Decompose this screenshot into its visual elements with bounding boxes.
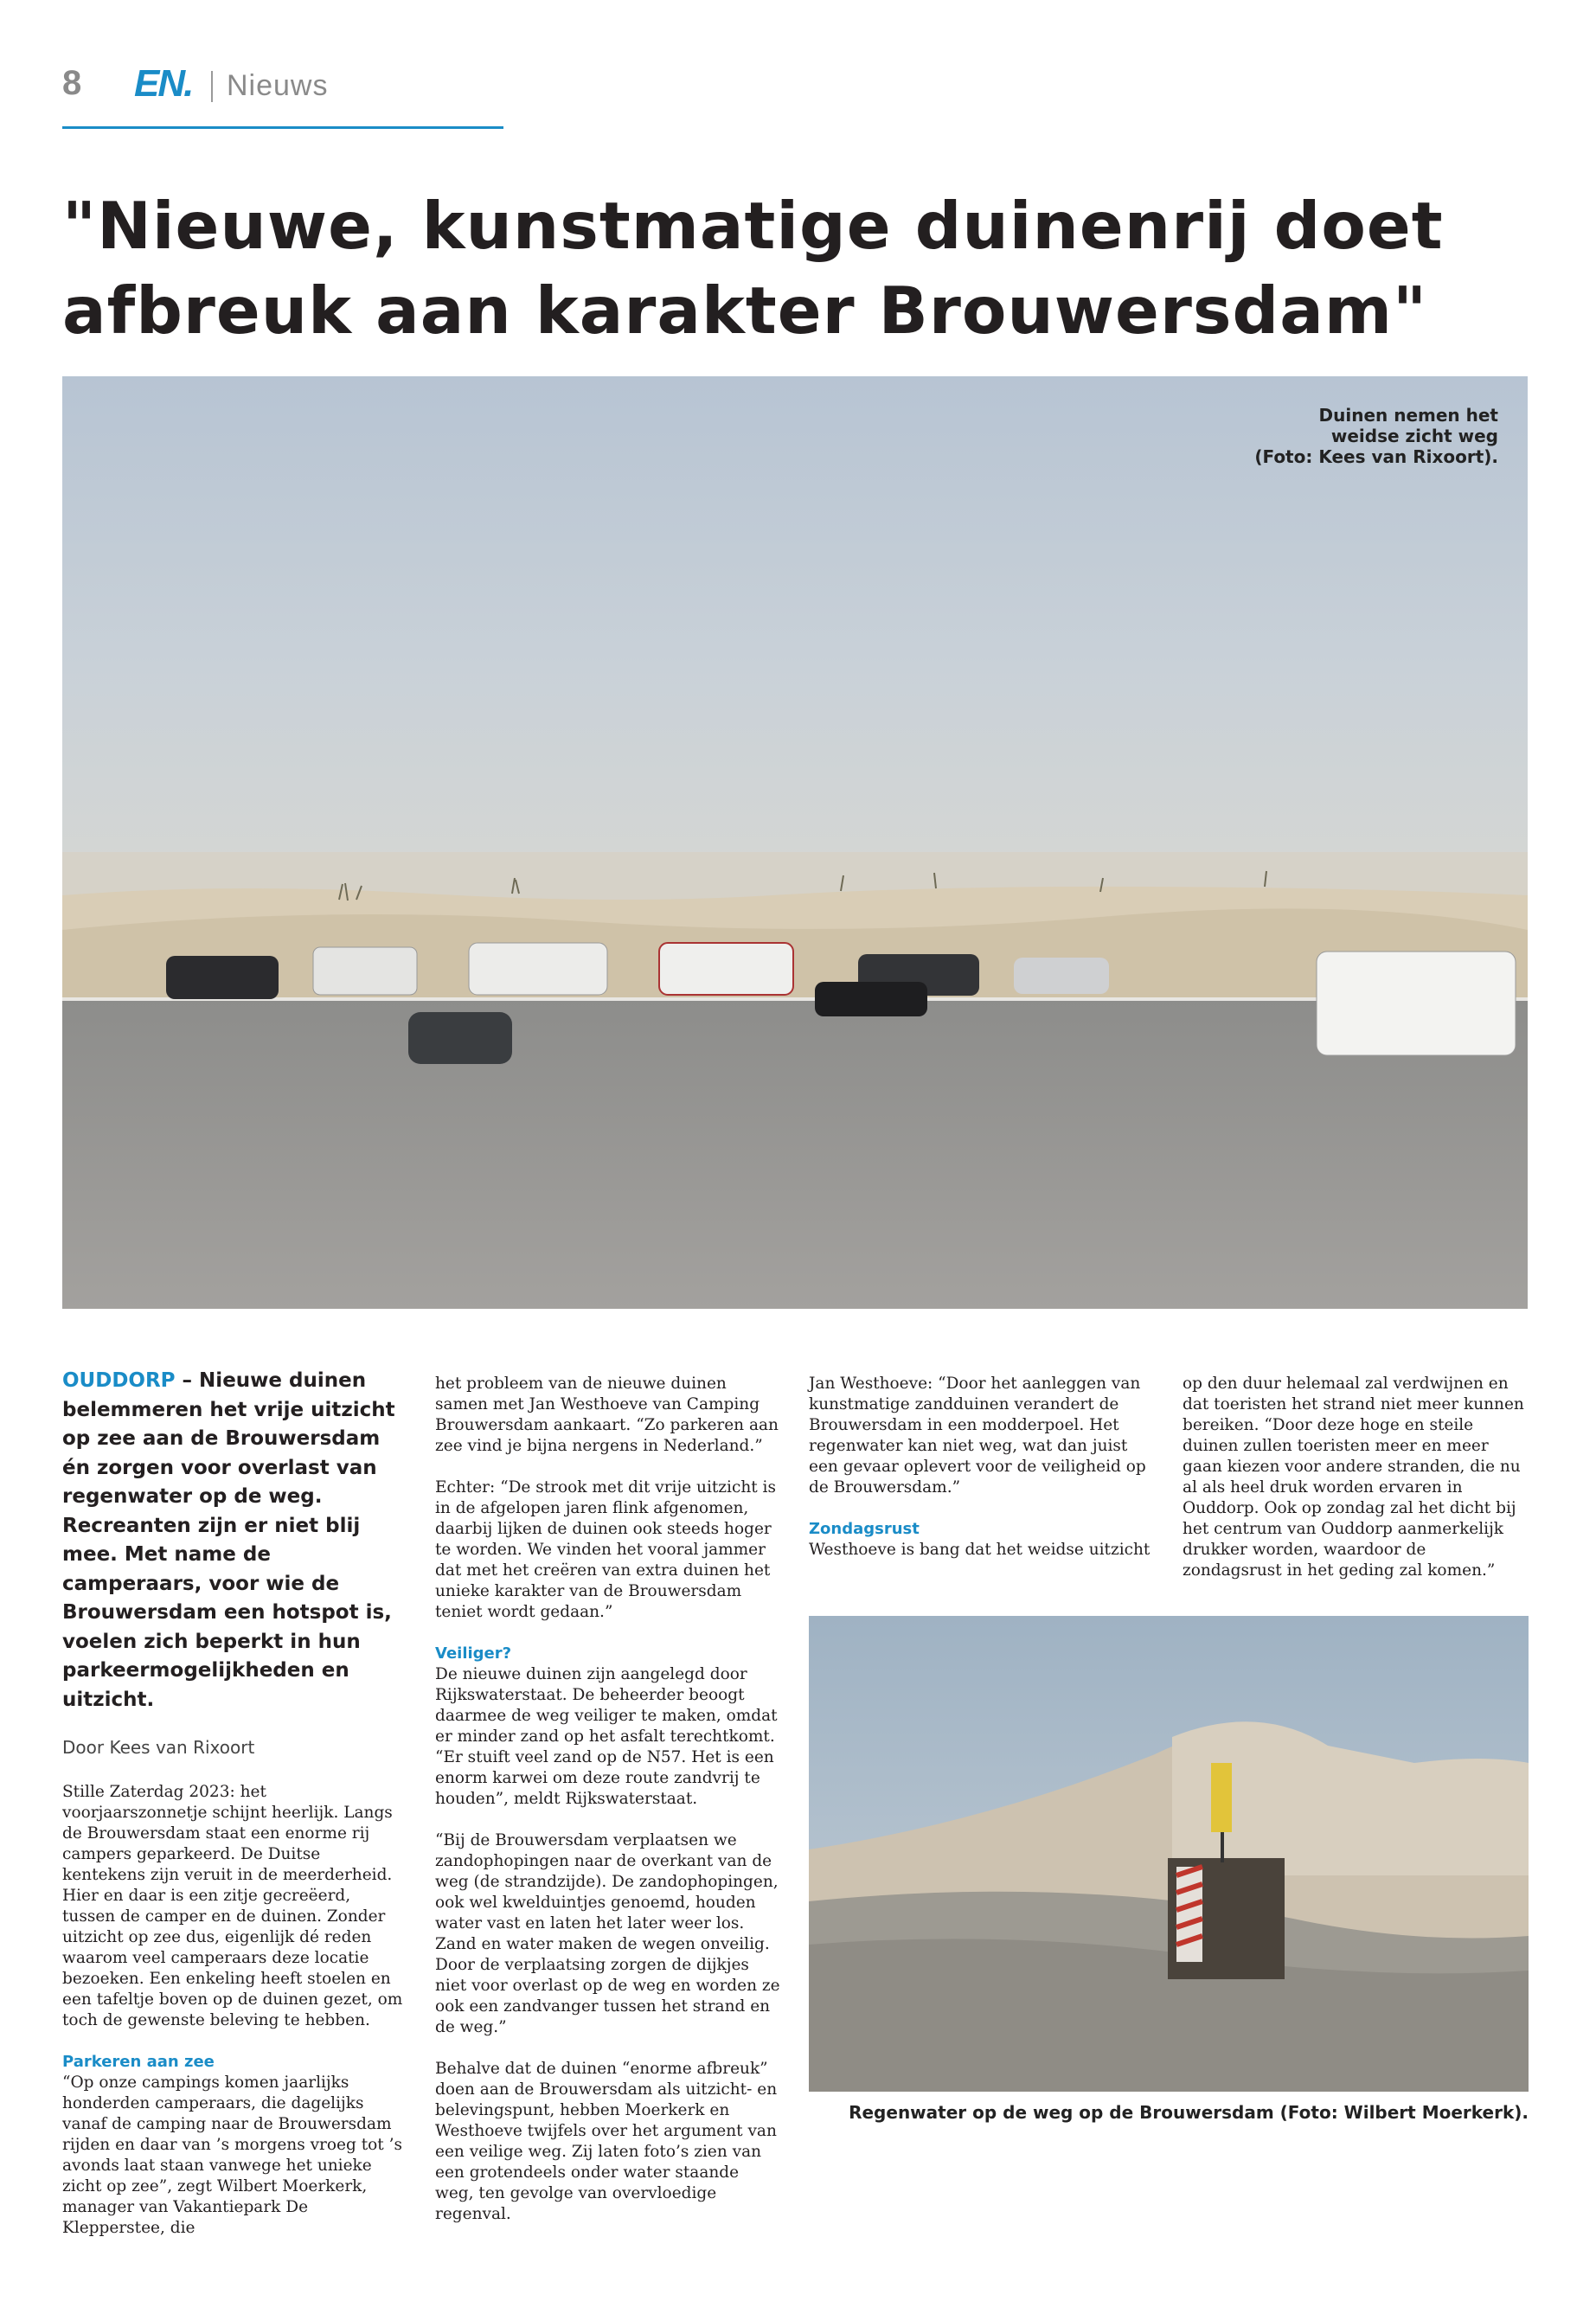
paragraph: op den duur helemaal zal verdwijnen en dat toeristen het strand niet meer kunnen bereiken. “Door deze hoge en steile duinen zullen toeristen meer en meer gaan kiezen voor andere stranden, die nu al als heel druk worden ervaren in Ouddorp. Ook op zondag zal het dicht bij het centrum van Ouddorp aanmerkelijk drukker worden, waardoor de zondagsrust in het geding zal komen.” bbox=[1183, 1375, 1524, 1580]
main-photo-image bbox=[62, 376, 1528, 1309]
section-label: Nieuws bbox=[227, 69, 329, 102]
subheading: Parkeren aan zee bbox=[62, 2053, 215, 2071]
paragraph: Stille Zaterdag 2023: het voorjaarszonnetje schijnt heerlijk. Langs de Brouwersdam staat een enorme rij campers geparkeerd. De Duitse kentekens zijn veruit in de meerderheid. Hier en daar is een zitje gecreëerd, tussen de camper en de duinen. Zonder uitzicht op zee dus, eigenlijk dé reden waarom veel camperaars deze locatie bezoeken. Een enkeling heeft stoelen en een tafeltje boven op de duinen gezet, om toch de gewenste beleving te hebben. bbox=[62, 1783, 403, 2029]
paragraph: het probleem van de nieuwe duinen samen met Jan Westhoeve van Camping Brouwersdam aankaart. “Zo parkeren aan zee vind je bijna nergens in Nederland.” bbox=[435, 1375, 779, 1455]
flood-photo-caption: Regenwater op de weg op de Brouwersdam (Foto: Wilbert Moerkerk). bbox=[849, 2102, 1529, 2123]
main-photo-caption bbox=[1066, 405, 1498, 467]
flood-photo bbox=[809, 1616, 1529, 2092]
publication-logo: EN. bbox=[134, 62, 193, 105]
caption-line: weidse zicht weg bbox=[1330, 426, 1498, 446]
paragraph: Echter: “De strook met dit vrije uitzicht is in de afgelopen jaren flink afgenomen, daarbij lijken de duinen ook steeds hoger te worden. We vinden het vooral jammer dat met het creëren van extra duinen het unieke karakter van de Brouwersdam teniet wordt gedaan.” bbox=[435, 1478, 776, 1621]
caption-line: Duinen nemen het bbox=[1318, 405, 1498, 426]
subheading: Zondagsrust bbox=[809, 1520, 920, 1538]
article-column-2 bbox=[435, 1374, 781, 2246]
dateline: OUDDORP bbox=[62, 1369, 176, 1392]
byline: Door Kees van Rixoort bbox=[62, 1737, 255, 1758]
lead-text: – Nieuwe duinen belemmeren het vrije uitzicht op zee aan de Brouwersdam én zorgen voor overlast van regenwater op de weg. Recreanten zijn er niet blij mee. Met name de camperaars, voor wie de Brouwersdam een hotspot is, voelen zich beperkt in hun parkeermogelijkheden en uitzicht. bbox=[62, 1369, 395, 1711]
paragraph: “Op onze campings komen jaarlijks honderden camperaars, die dagelijks vanaf de camping naar de Brouwersdam rijden en daar van ’s morgens vroeg tot ’s avonds laat staan vanwege het unieke zicht op zee”, zegt Wilbert Moerkerk, manager van Vakantiepark De Klepperstee, die bbox=[62, 2073, 402, 2237]
header-rule bbox=[62, 126, 503, 129]
flood-photo-image bbox=[809, 1616, 1529, 2092]
article-column-4 bbox=[1183, 1374, 1529, 1602]
caption-line: (Foto: Kees van Rixoort). bbox=[1254, 446, 1498, 467]
article-column-1 bbox=[62, 1367, 404, 2259]
subheading: Veiliger? bbox=[435, 1644, 512, 1663]
header-separator bbox=[211, 71, 213, 102]
page-number: 8 bbox=[62, 64, 82, 102]
lead-paragraph bbox=[62, 1367, 404, 1715]
paragraph: Jan Westhoeve: “Door het aanleggen van kunstmatige zandduinen verandert de Brouwersdam in een modderpoel. Het regenwater kan niet weg, wat dan juist een gevaar oplevert voor de veiligheid op de Brouwersdam.” bbox=[809, 1375, 1146, 1497]
paragraph: Behalve dat de duinen “enorme afbreuk” doen aan de Brouwersdam als uitzicht- en belevingspunt, hebben Moerkerk en Westhoeve twijfels over het argument van een veilige weg. Zij laten foto’s zien van een grotendeels onder water staande weg, ten gevolge van overvloedige regenval. bbox=[435, 2060, 778, 2223]
paragraph: Westhoeve is bang dat het weidse uitzicht bbox=[809, 1541, 1151, 1559]
paragraph: De nieuwe duinen zijn aangelegd door Rijkswaterstaat. De beheerder beoogt daarmee de weg veiliger te maken, omdat er minder zand op het asfalt terechtkomt. “Er stuift veel zand op de N57. Het is een enorm karwei om deze route zandvrij te houden”, meldt Rijkswaterstaat. bbox=[435, 1665, 778, 1808]
headline: "Nieuwe, kunstmatige duinenrij doet afbreuk aan karakter Brouwersdam" bbox=[62, 188, 1444, 349]
main-photo bbox=[62, 376, 1528, 1309]
paragraph: “Bij de Brouwersdam verplaatsen we zandophopingen naar de overkant van de weg (de strandzijde). De zandophopingen, ook wel kwelduintjes genoemd, houden water vast en laten het later weer los. Zand en water maken de wegen onveilig. Door de verplaatsing zorgen de dijkjes niet voor overlast op de weg en worden ze ook een zandvanger tussen het strand en de weg.” bbox=[435, 1831, 780, 2036]
article-column-3 bbox=[809, 1374, 1155, 1581]
